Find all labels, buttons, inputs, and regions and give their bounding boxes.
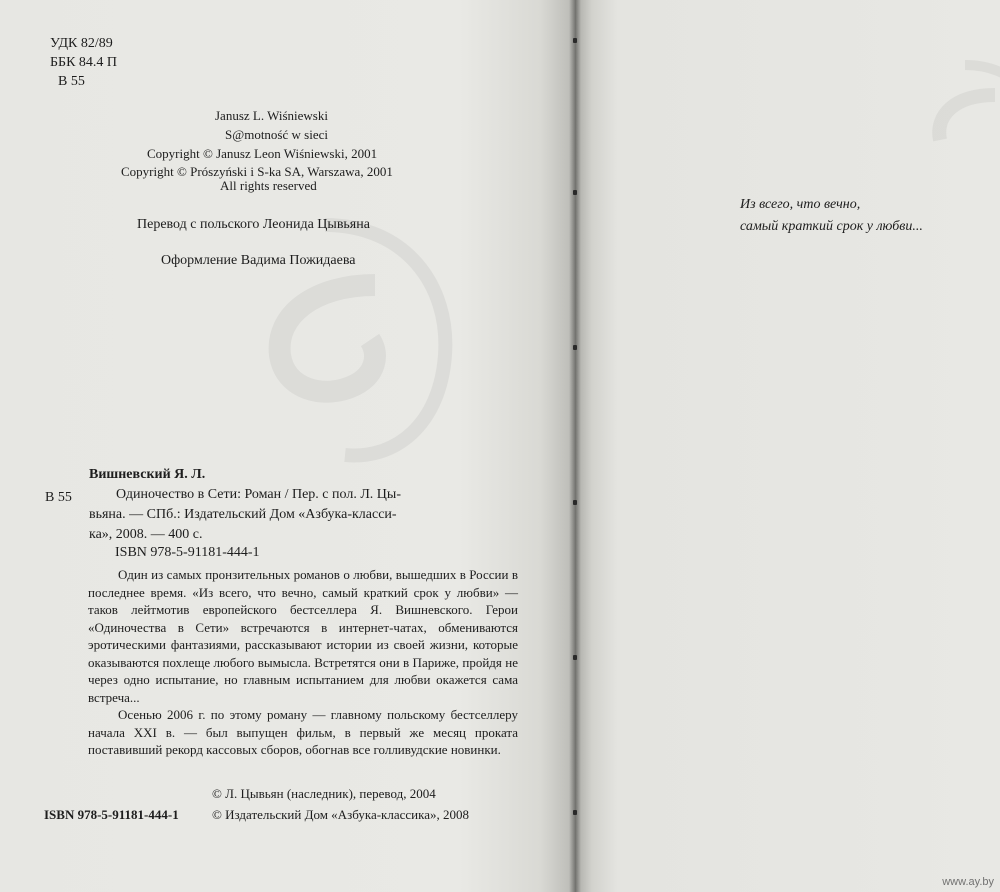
design-credit: Оформление Вадима Пожидаева	[161, 253, 356, 268]
epigraph-line: самый краткий срок у любви...	[740, 219, 923, 234]
copyright-house: © Издательский Дом «Азбука-классика», 2008	[212, 807, 469, 822]
catalog-line: Одиночество в Сети: Роман / Пер. с пол. Л. Цы-	[116, 487, 401, 502]
annotation	[88, 566, 518, 759]
book-gutter	[569, 0, 581, 892]
copyright-translation: © Л. Цывьян (наследник), перевод, 2004	[212, 786, 436, 801]
epigraph-line: Из всего, что вечно,	[740, 197, 861, 212]
binding-stitch	[573, 500, 577, 505]
annotation-paragraph: Осенью 2006 г. по этому роману — главному польскому бестселлеру начала XXI в. — был выпущен фильм, в первый же месяц проката поставивший рекорд кассовых сборов, обогнав все голливудские новинки.	[88, 707, 518, 757]
translation-credit: Перевод с польского Леонида Цывьяна	[137, 217, 370, 232]
site-watermark: www.ay.by	[942, 876, 994, 888]
original-title: S@motność w sieci	[225, 127, 328, 142]
author-sign-code: В 55	[58, 74, 85, 89]
right-page	[575, 0, 1000, 892]
catalog-isbn: ISBN 978-5-91181-444-1	[115, 545, 260, 560]
catalog-line: ка», 2008. — 400 с.	[89, 527, 203, 542]
copyright-publisher: Copyright © Prószyński i S-ka SA, Warszawa, 2001	[121, 164, 393, 179]
catalog-author: Вишневский Я. Л.	[89, 467, 206, 482]
udk-code: УДК 82/89	[50, 36, 113, 51]
catalog-code: В 55	[45, 490, 72, 505]
binding-stitch	[573, 345, 577, 350]
original-author: Janusz L. Wiśniewski	[215, 108, 328, 123]
binding-stitch	[573, 190, 577, 195]
binding-stitch	[573, 38, 577, 43]
catalog-line: вьяна. — СПб.: Издательский Дом «Азбука-класси-	[89, 507, 397, 522]
copyright-author: Copyright © Janusz Leon Wiśniewski, 2001	[147, 146, 378, 161]
bottom-isbn: ISBN 978-5-91181-444-1	[44, 807, 179, 822]
bbk-code: ББК 84.4 П	[50, 55, 118, 70]
publisher-mark-icon	[925, 55, 1000, 175]
binding-stitch	[573, 655, 577, 660]
binding-stitch	[573, 810, 577, 815]
rights-reserved: All rights reserved	[220, 178, 317, 193]
annotation-paragraph: Один из самых пронзительных романов о любви, вышедших в России в последнее время. «Из всего, что вечно, самый краткий срок у любви» — таков лейтмотив европейского бестселлера Я. Вишневского. Герои «Одиночества в Сети» встречаются в интернет-чатах, обмениваются эротическими фантазиями, рассказывают истории из своей жизни, которые оказываются похлеще любого вымысла. Встретятся они в Париже, пройдя не через одно испытание, но главным испытанием для любви окажется сама встреча...	[88, 567, 518, 705]
